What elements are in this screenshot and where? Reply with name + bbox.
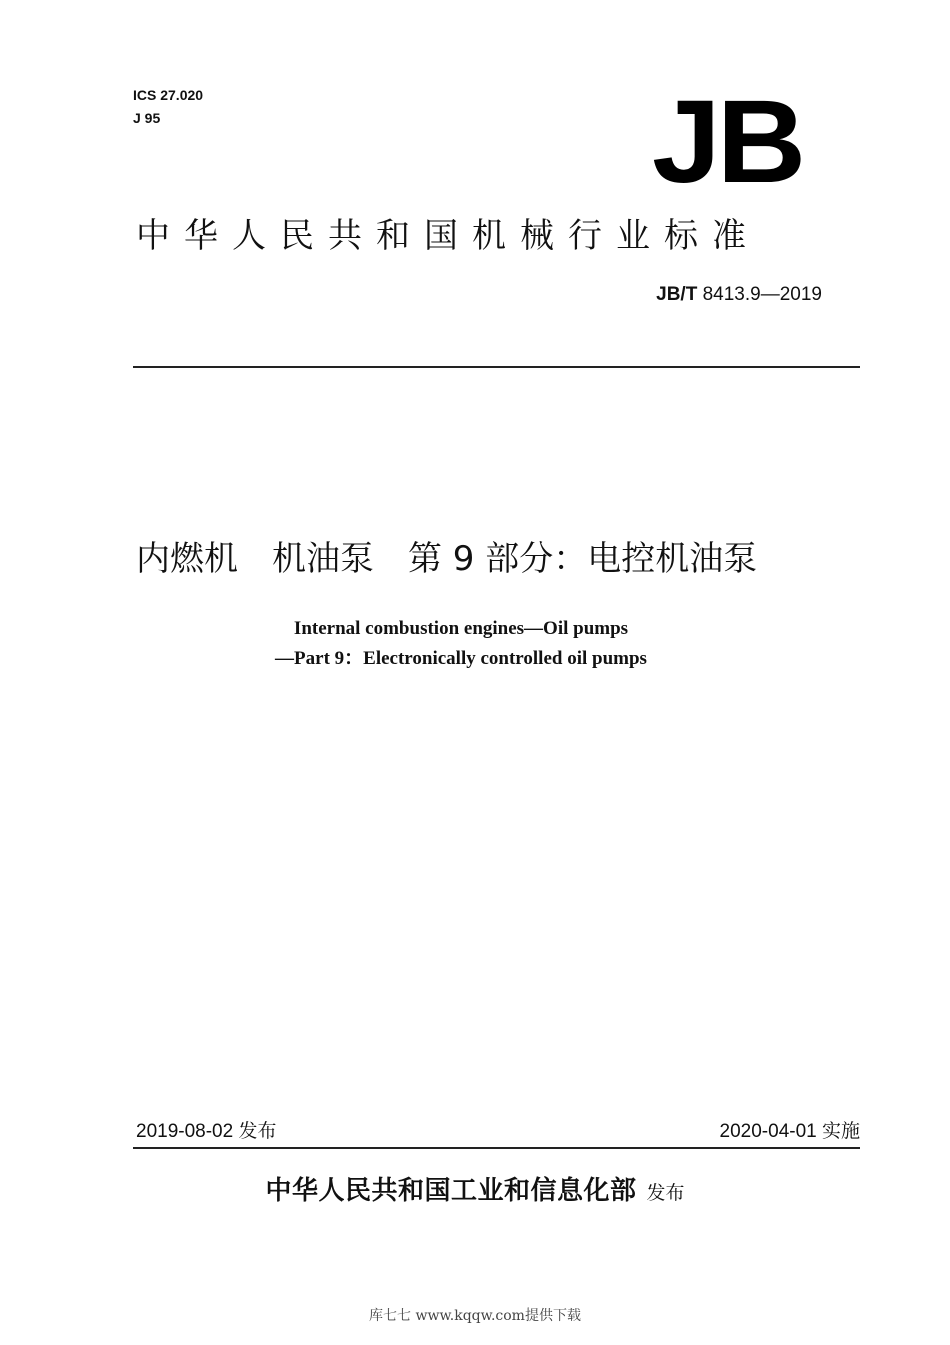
- footer-note: 库七七 www.kqqw.com提供下载: [369, 1308, 581, 1324]
- title-chinese: 内燃机 机油泵 第 9 部分：电控机油泵: [136, 539, 758, 579]
- top-divider: [133, 366, 860, 368]
- standard-number-prefix: JB/T: [656, 284, 698, 305]
- standard-number: [656, 284, 822, 306]
- ics-code: ICS 27.020: [133, 87, 204, 103]
- ccs-code: J 95: [133, 110, 161, 126]
- publisher-name: 中华人民共和国工业和信息化部: [265, 1176, 637, 1206]
- jb-logo: JB: [652, 76, 802, 208]
- organization-title: 中华人民共和国机械行业标准: [136, 216, 760, 256]
- bottom-divider: [133, 1147, 860, 1149]
- publisher: [0, 1171, 950, 1214]
- issue-date: 2019-08-02 发布: [136, 1121, 277, 1142]
- title-english-line1: Internal combustion engines—Oil pumps: [293, 618, 629, 639]
- implementation-date: 2020-04-01 实施: [719, 1121, 860, 1142]
- publisher-suffix: 发布: [646, 1182, 685, 1204]
- standard-number-value: 8413.9—2019: [702, 284, 822, 305]
- title-english-line2: —Part 9：Electronically controlled oil pumps: [275, 648, 647, 669]
